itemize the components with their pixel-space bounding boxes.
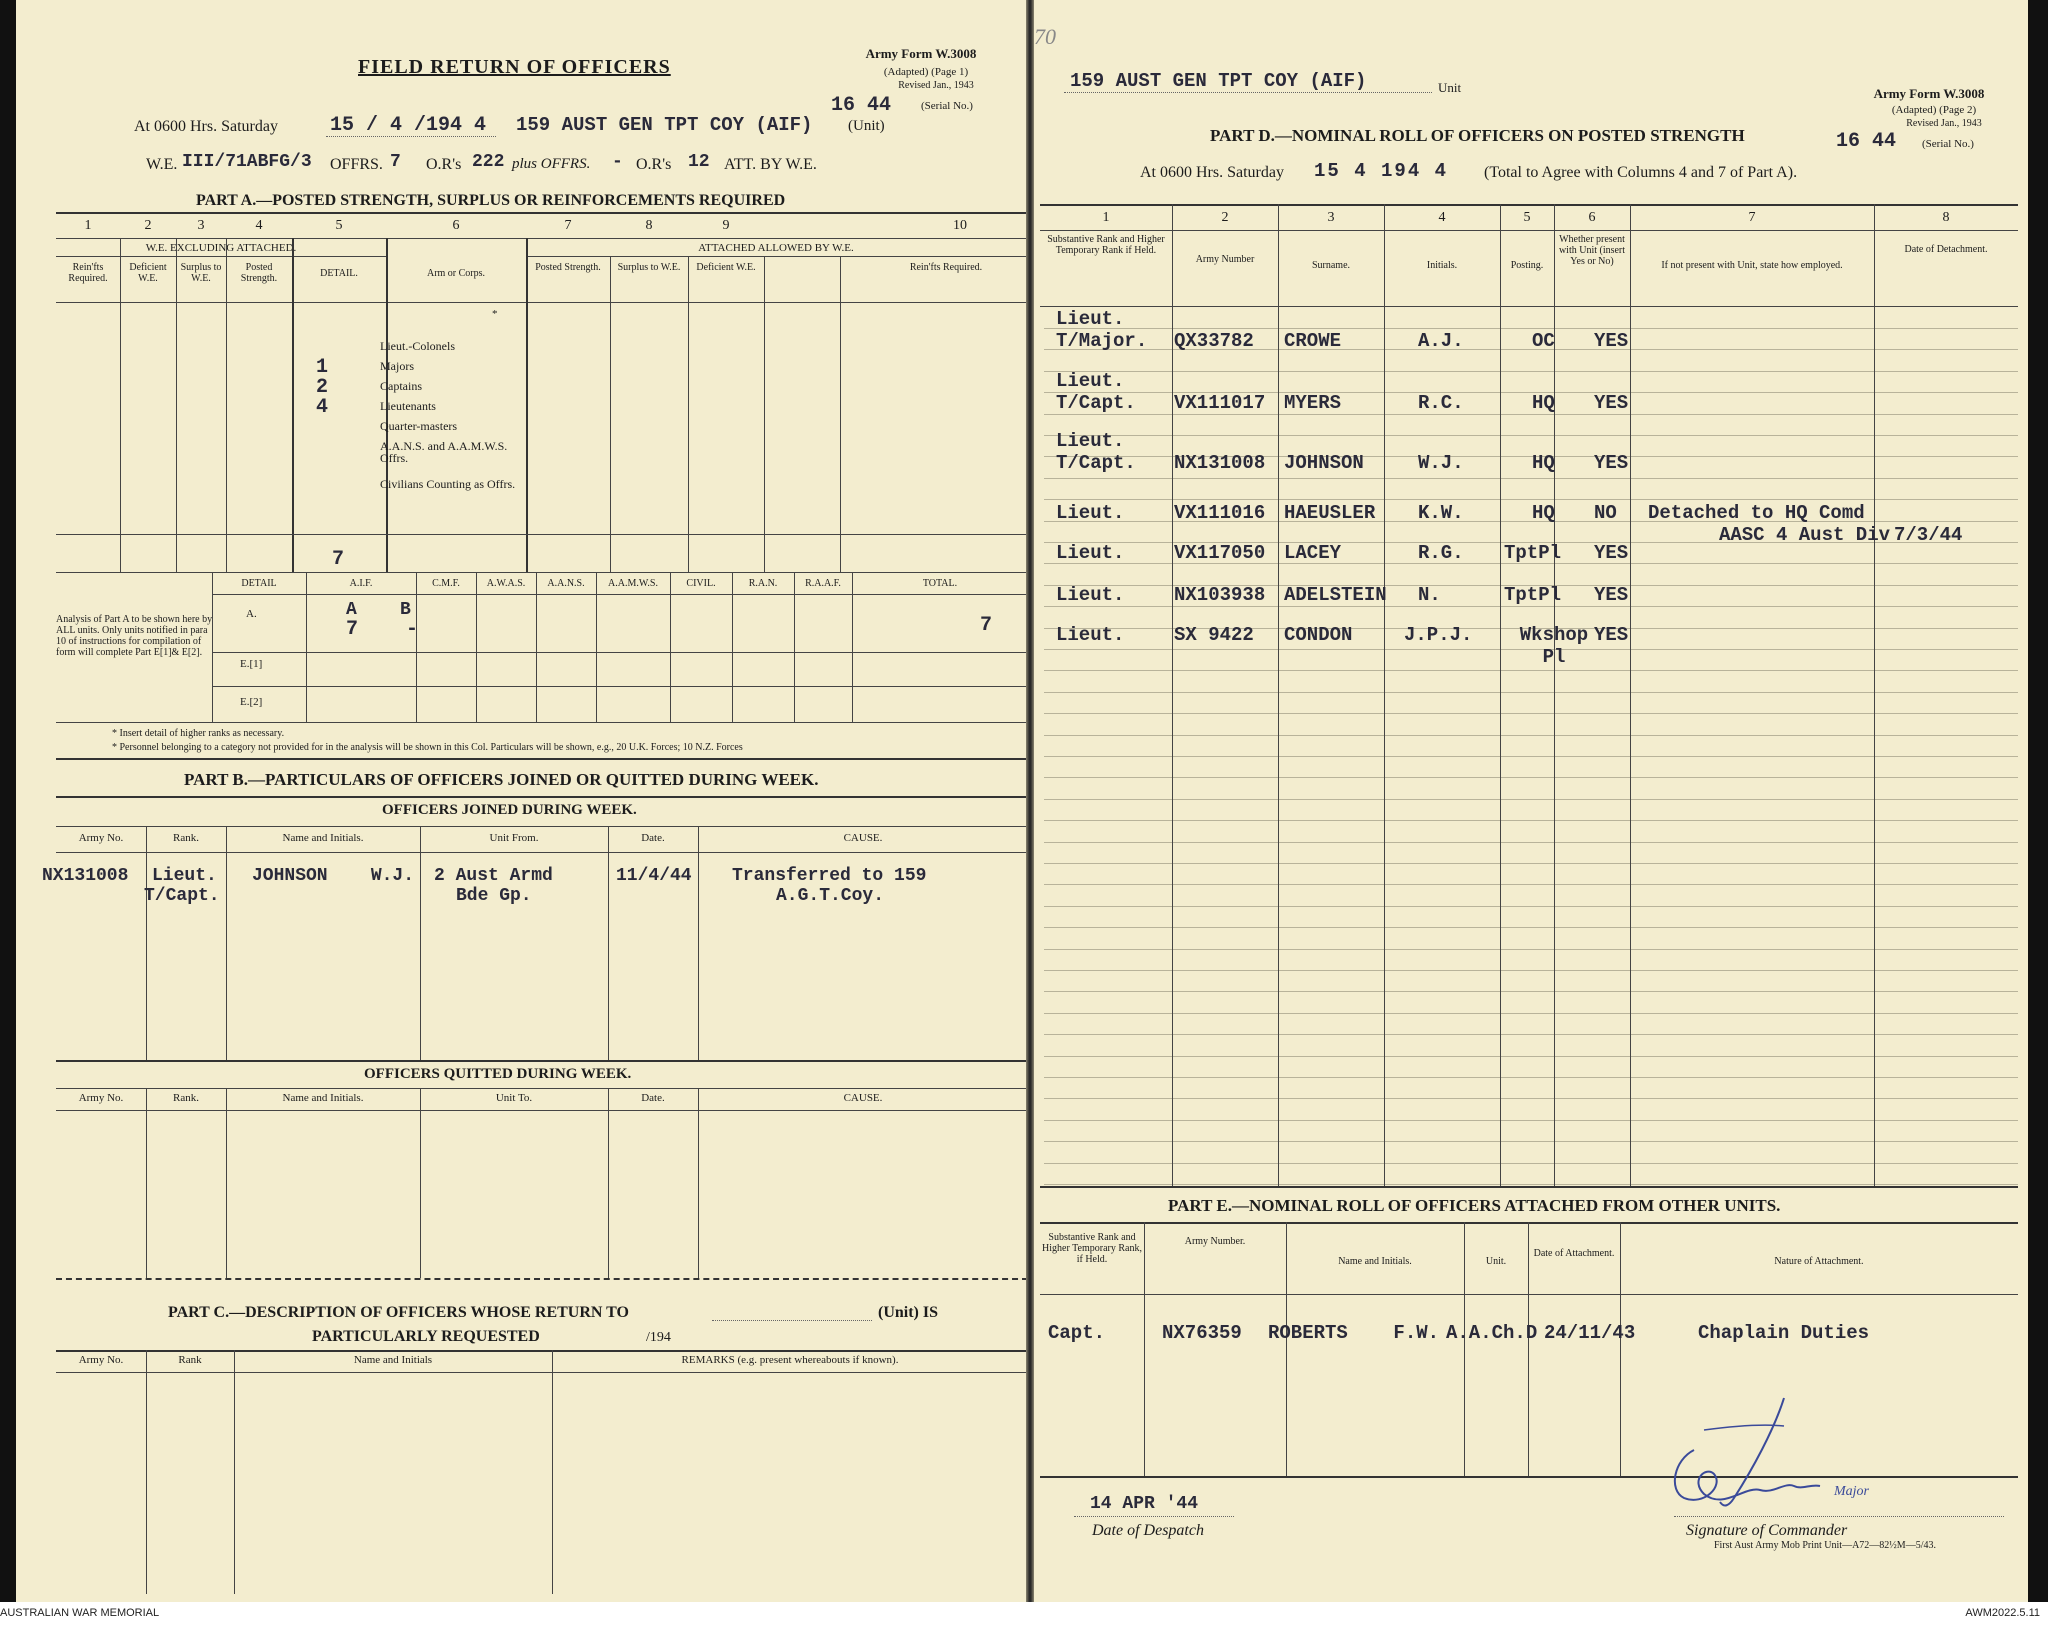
joined-cause-2: A.G.T.Coy. (776, 886, 885, 906)
detail-rank-label: Lieut.-Colonels (380, 339, 455, 353)
part-b-title: PART B.—PARTICULARS OF OFFICERS JOINED OR QUITTED DURING WEEK. (184, 770, 819, 789)
column-number: 5 (335, 218, 343, 233)
page-title: FIELD RETURN OF OFFICERS (358, 56, 671, 78)
column-header: Arm or Corps. (426, 268, 486, 279)
page2-form-revised: Revised Jan., 1943 (1906, 118, 1982, 129)
joined-unit-2: Bde Gp. (456, 886, 532, 906)
column-header: Date of Attachment. (1533, 1248, 1615, 1259)
column-header: Deficient W.E. (696, 262, 756, 273)
form-adapted: (Adapted) (Page 1) (883, 66, 969, 78)
column-header: Name and Initials. (1338, 1256, 1412, 1267)
attached-name: ROBERTS F.W. (1268, 1322, 1440, 1344)
column-header: Unit. (1485, 1256, 1507, 1267)
posting: TptPl (1504, 542, 1562, 564)
plus-offrs-label: plus OFFRS. (512, 156, 591, 172)
part-d-date: 15 4 194 4 (1314, 160, 1449, 182)
army-number: VX111016 (1174, 502, 1266, 524)
group-attached-allowed: ATTACHED ALLOWED BY W.E. (698, 242, 854, 254)
column-header: Name and Initials (353, 1354, 433, 1366)
rank-substantive: Lieut. (1056, 430, 1125, 452)
initials: R.C. (1418, 392, 1464, 414)
present-with-unit: NO (1594, 502, 1617, 524)
army-number: VX117050 (1174, 542, 1266, 564)
analysis-header: C.M.F. (432, 578, 460, 589)
column-number: 2 (1221, 210, 1229, 225)
posted-total: 7 (332, 548, 345, 571)
footnote-1: * Insert detail of higher ranks as necessary. (112, 728, 285, 739)
army-number: QX33782 (1174, 330, 1254, 352)
column-header: Surplus to W.E. (180, 262, 222, 284)
initials: J.P.J. (1404, 624, 1473, 646)
column-header: Army No. (78, 832, 124, 844)
signature-label: Signature of Commander (1686, 1522, 1848, 1539)
part-a-detail-rows (16, 340, 1028, 520)
unit-name: 159 AUST GEN TPT COY (AIF) (516, 114, 813, 136)
surname: CONDON (1284, 624, 1353, 646)
part-e-title: PART E.—NOMINAL ROLL OF OFFICERS ATTACHED FROM OTHER UNITS. (1168, 1196, 1781, 1215)
archive-reference: AWM2022.5.11 (1965, 1607, 2040, 1619)
detail-rank-label: Lieutenants (380, 399, 436, 413)
column-header: Unit To. (495, 1092, 533, 1104)
column-number: 1 (84, 218, 92, 233)
printer-imprint: First Aust Army Mob Print Unit—A72—82½M—5/43. (1714, 1540, 1936, 1551)
form-revised: Revised Jan., 1943 (898, 80, 974, 91)
joined-army-no: NX131008 (42, 866, 129, 886)
analysis-row-label: E.[1] (240, 658, 263, 670)
column-header: CAUSE. (843, 1092, 883, 1104)
form-number: Army Form W.3008 (865, 46, 977, 61)
initials: N. (1418, 584, 1441, 606)
employment: Detached to HQ Comd (1648, 502, 1865, 524)
column-header: Name and Initials. (282, 1092, 364, 1104)
page2-form-adapted: (Adapted) (Page 2) (1891, 104, 1977, 116)
employment-unit: AASC 4 Aust Div (1718, 524, 1890, 546)
despatch-date: 14 APR '44 (1090, 1494, 1199, 1514)
page2-serial-number: 16 44 (1836, 130, 1897, 153)
form-page-2 (1034, 0, 2028, 1602)
rank: Lieut. (1056, 584, 1125, 606)
column-number: 4 (255, 218, 263, 233)
surname: HAEUSLER (1284, 502, 1376, 524)
analysis-header: R.A.A.F. (805, 578, 841, 589)
joined-cause-1: Transferred to 159 (732, 866, 927, 886)
column-header: Posted Strength. (535, 262, 601, 273)
rank: T/Capt. (1056, 452, 1136, 474)
detail-rank-label: Quarter-masters (380, 419, 458, 433)
page2-serial-label: (Serial No.) (1922, 138, 1974, 150)
column-header: Posted Strength. (240, 262, 278, 284)
column-header: Unit From. (489, 832, 539, 844)
serial-number: 16 44 (831, 94, 892, 117)
group-we-excluding: W.E. EXCLUDING ATTACHED. (145, 242, 297, 254)
rank: Lieut. (1056, 502, 1125, 524)
attached-unit: A.A.Ch.D (1446, 1322, 1538, 1344)
page2-unit: 159 AUST GEN TPT COY (AIF) (1070, 70, 1367, 92)
we-value: III/71ABFG/3 (182, 152, 312, 172)
column-number: 7 (1748, 210, 1756, 225)
analysis-header: A.A.N.S. (547, 578, 585, 589)
archive-footer (0, 1602, 2048, 1625)
column-header: Army No. (78, 1092, 124, 1104)
posted-strength-value: 2 (316, 376, 329, 399)
column-number: 4 (1438, 210, 1446, 225)
part-c-title-1b: (Unit) IS (878, 1304, 939, 1321)
present-with-unit: YES (1594, 584, 1629, 606)
detail-rank-label: Civilians Counting as Offrs. (380, 477, 516, 491)
despatch-label: Date of Despatch (1092, 1522, 1204, 1539)
analysis-header: R.A.N. (748, 578, 778, 589)
analysis-note: Analysis of Part A to be shown here by ALL units. Only units notified in para 10 of instructions for compilation of form will complete Part E[1]& E[2]. (56, 614, 213, 658)
analysis-total: 7 (980, 614, 993, 637)
quitted-title: OFFICERS QUITTED DURING WEEK. (364, 1066, 632, 1082)
column-number: 8 (1942, 210, 1950, 225)
joined-title: OFFICERS JOINED DURING WEEK. (382, 802, 637, 818)
offrs-value: 7 (390, 152, 401, 172)
column-header: Nature of Attachment. (1774, 1256, 1864, 1267)
army-number: NX103938 (1174, 584, 1266, 606)
surname: LACEY (1284, 542, 1342, 564)
column-header: Rein'fts Required. (909, 262, 983, 273)
column-header: Posting. (1510, 260, 1544, 271)
page2-form-number: Army Form W.3008 (1873, 86, 1985, 101)
rank: Lieut. (1056, 624, 1125, 646)
column-header: Deficient W.E. (129, 262, 167, 284)
column-number: 7 (564, 218, 572, 233)
analysis-header: TOTAL. (922, 578, 958, 589)
detachment-date: 7/3/44 (1894, 524, 1963, 546)
corner-note: 70 (1034, 24, 1056, 49)
unit-label: (Unit) (848, 118, 885, 134)
part-d-title: PART D.—NOMINAL ROLL OF OFFICERS ON POSTED STRENGTH (1210, 126, 1745, 145)
initials: A.J. (1418, 330, 1464, 352)
joined-date: 11/4/44 (616, 866, 692, 886)
column-number: 3 (197, 218, 205, 233)
surname: MYERS (1284, 392, 1342, 414)
part-a-headers (16, 262, 1028, 302)
column-header: Whether present with Unit (insert Yes or No) (1558, 234, 1626, 267)
column-header: Surname. (1311, 260, 1351, 271)
part-c-headers (16, 1354, 1028, 1374)
form-page-1: FIELD RETURN OF OFFICERS Army Form W.3008 (Adapted) (Page 1) Revised Jan., 1943 16 44 (Serial No.) At 0600 Hrs. Saturday 15 / 4 /194 4 159 AUST GEN TPT COY (AIF) (Unit) W.E. III/71ABFG/3 OFFRS. 7 O.R's 222 plus OFFRS. - O.R's 12 ATT. BY W.E. PART A.—POSTED STRENGTH, SURPLUS OR REINFORCEMENTS REQUIRED 1 2 3 4 5 6 7 8 9 10 W.E. EXCLUDING ATTACHED. ATTACHED ALLOWED BY W.E. Rein'fts Required. Deficient W.E. Surplus to W.E. Posted Strength. DETAIL. Arm or Corps. Posted Strength. Surplus to W.E. Deficient W.E. Rein'fts Required. * Lieut.-Colonels Majors 1 Captains 2 Lieutenants 4 Quarter-masters A.A.N.S. and A.A.M.W.S. Offrs. Civilians Counting as Offrs. 7 Analysis of Part A to be shown here by ALL units. Only units notified in para 10 of instructions for compilation of form will complete Part E[1]& E[2]. DETAIL A.I.F. C.M.F. A.W.A.S. A.A.N.S. A.A.M.W.S. CIVIL. R.A.N. R.A.A.F. TOTAL. A. E.[1] E.[2] A B 7 - 7 * Insert detail of higher ranks as necessary. * Personnel belonging to a category not provided for in the analysis will be shown in this Col. Particulars will be shown, e.g., 20 U.K. Forces; 10 N.Z. Forces PART B.—PARTICULARS OF OFFICERS JOINED OR QUITTED DURING WEEK. OFFICERS JOINED DURING WEEK. Army No. Rank. Name and Initials. Unit From. Date. CAUSE. NX131008 Lieut. T/Capt. JOHNSON W.J. 2 Aust Armd Bde Gp. 11/4/44 Transferred to 159 A.G.T.Coy. OFFICERS QUITTED DURING WEEK. Army No. Rank. Name and Initials. Unit To. Date. CAUSE. PART C.—DESCRIPTION OF OFFICERS WHOSE RETURN TO (Unit) IS PARTICULARLY REQUESTED /194 Army No. Rank Name and Initials REMARKS (e.g. present whereabouts if known). (16, 0, 1028, 1602)
column-number: 1 (1102, 210, 1110, 225)
present-with-unit: YES (1594, 624, 1629, 646)
analysis-header: A.I.F. (349, 578, 373, 589)
army-number: VX111017 (1174, 392, 1266, 414)
present-with-unit: YES (1594, 452, 1629, 474)
posting: Wkshop Pl (1519, 624, 1589, 668)
initials: W.J. (1418, 452, 1464, 474)
column-header: Surplus to W.E. (617, 262, 681, 273)
column-header: Rank. (173, 1092, 199, 1104)
rank: Lieut. (1056, 542, 1125, 564)
ors-label: O.R's (426, 156, 462, 173)
column-header: Army Number. (1184, 1236, 1246, 1247)
attached-date: 24/11/43 (1544, 1322, 1636, 1344)
column-header: Substantive Rank and Higher Temporary Rank if Held. (1047, 234, 1165, 256)
column-header: If not present with Unit, state how employed. (1661, 260, 1843, 271)
joined-name: JOHNSON W.J. (252, 866, 415, 886)
column-header: Army No. (78, 1354, 124, 1366)
rank-substantive: Lieut. (1056, 308, 1125, 330)
posting: HQ (1532, 502, 1555, 524)
column-number: 5 (1523, 210, 1531, 225)
we-label: W.E. (146, 156, 178, 173)
column-header: Rank (178, 1354, 202, 1366)
column-header: Date of Detachment. (1904, 244, 1988, 255)
part-c-title-2: PARTICULARLY REQUESTED (312, 1328, 540, 1345)
serial-label: (Serial No.) (921, 100, 973, 112)
ors-value: 222 (472, 152, 505, 172)
column-header: Name and Initials. (282, 832, 364, 844)
plus-ors-value: 12 (688, 152, 710, 172)
posting: TptPl (1504, 584, 1562, 606)
column-number: 8 (645, 218, 653, 233)
joined-unit-1: 2 Aust Armd (434, 866, 553, 886)
attached-nature: Chaplain Duties (1698, 1322, 1870, 1344)
analysis-row-label: A. (246, 608, 257, 620)
archive-name: AUSTRALIAN WAR MEMORIAL (0, 1607, 160, 1619)
analysis-header: A.W.A.S. (486, 578, 526, 589)
initials: R.G. (1418, 542, 1464, 564)
surname: ADELSTEIN (1284, 584, 1387, 606)
attached-rank: Capt. (1048, 1322, 1106, 1344)
part-d-total-note: (Total to Agree with Columns 4 and 7 of Part A). (1484, 164, 1798, 181)
column-header: Rein'fts Required. (68, 262, 108, 284)
column-header: Rank. (173, 832, 199, 844)
analysis-header: A.A.M.W.S. (608, 578, 658, 589)
detail-rank-label: Majors (380, 359, 414, 373)
aif-values: 7 - (346, 618, 419, 641)
aif-ab-heading: A B (346, 600, 411, 620)
column-number: 3 (1327, 210, 1335, 225)
joined-rank-1: Lieut. (152, 866, 217, 886)
commander-signature (1634, 1390, 1914, 1520)
surname: JOHNSON (1284, 452, 1364, 474)
column-number: 2 (144, 218, 152, 233)
present-with-unit: YES (1594, 392, 1629, 414)
attached-army-number: NX76359 (1162, 1322, 1242, 1344)
column-header: Initials. (1426, 260, 1458, 271)
army-number: SX 9422 (1174, 624, 1254, 646)
detail-rank-label: A.A.N.S. and A.A.M.W.S. Offrs. (380, 439, 508, 465)
analysis-row-label: E.[2] (240, 696, 263, 708)
plus-ors-label: O.R's (636, 156, 672, 173)
posted-strength-value: 1 (316, 356, 329, 379)
signature-rank-mark: Major (1834, 1484, 1869, 1499)
posting: HQ (1532, 452, 1555, 474)
offrs-label: OFFRS. (330, 156, 383, 173)
present-with-unit: YES (1594, 330, 1629, 352)
initials: K.W. (1418, 502, 1464, 524)
page-fold (1026, 0, 1034, 1602)
column-header: Date. (641, 832, 665, 844)
column-header: Substantive Rank and Higher Temporary Rank, if Held. (1042, 1232, 1142, 1265)
part-d-rows (1034, 0, 2028, 800)
posted-strength-value: 4 (316, 396, 329, 419)
part-c-title-2b: /194 (646, 1330, 671, 1345)
posting: OC (1532, 330, 1555, 352)
column-number: 10 (953, 218, 967, 233)
detail-rank-label: Captains (380, 379, 422, 393)
analysis-header: DETAIL (241, 578, 277, 589)
column-header: REMARKS (e.g. present whereabouts if known). (681, 1354, 899, 1366)
footnote-2: * Personnel belonging to a category not provided for in the analysis will be shown in this Col. Particulars will be shown, e.g., 20 U.K. Forces; 10 N.Z. Forces (112, 742, 743, 753)
part-d-time-label: At 0600 Hrs. Saturday (1140, 164, 1284, 181)
column-number: 6 (452, 218, 460, 233)
rank-substantive: Lieut. (1056, 370, 1125, 392)
surname: CROWE (1284, 330, 1342, 352)
page2-unit-label: Unit (1438, 80, 1462, 95)
joined-rank-2: T/Capt. (144, 886, 220, 906)
att-by-we: ATT. BY W.E. (724, 156, 817, 173)
army-number: NX131008 (1174, 452, 1266, 474)
column-number: 9 (722, 218, 730, 233)
analysis-table (16, 572, 1028, 722)
present-with-unit: YES (1594, 542, 1629, 564)
report-date: 15 / 4 /194 4 (330, 114, 487, 137)
part-c-title-1: PART C.—DESCRIPTION OF OFFICERS WHOSE RETURN TO (168, 1304, 629, 1321)
report-time-label: At 0600 Hrs. Saturday (134, 118, 278, 135)
rank: T/Capt. (1056, 392, 1136, 414)
analysis-header: CIVIL. (686, 578, 716, 589)
column-number: 6 (1588, 210, 1596, 225)
column-header: Army Number (1195, 254, 1255, 265)
column-header: Date. (641, 1092, 665, 1104)
plus-offrs-value: - (612, 152, 623, 172)
column-header: CAUSE. (843, 832, 883, 844)
part-a-column-numbers (16, 218, 1028, 238)
posting: HQ (1532, 392, 1555, 414)
rank: T/Major. (1056, 330, 1148, 352)
part-a-title: PART A.—POSTED STRENGTH, SURPLUS OR REINFORCEMENTS REQUIRED (196, 192, 786, 209)
column-header: DETAIL. (320, 268, 358, 279)
